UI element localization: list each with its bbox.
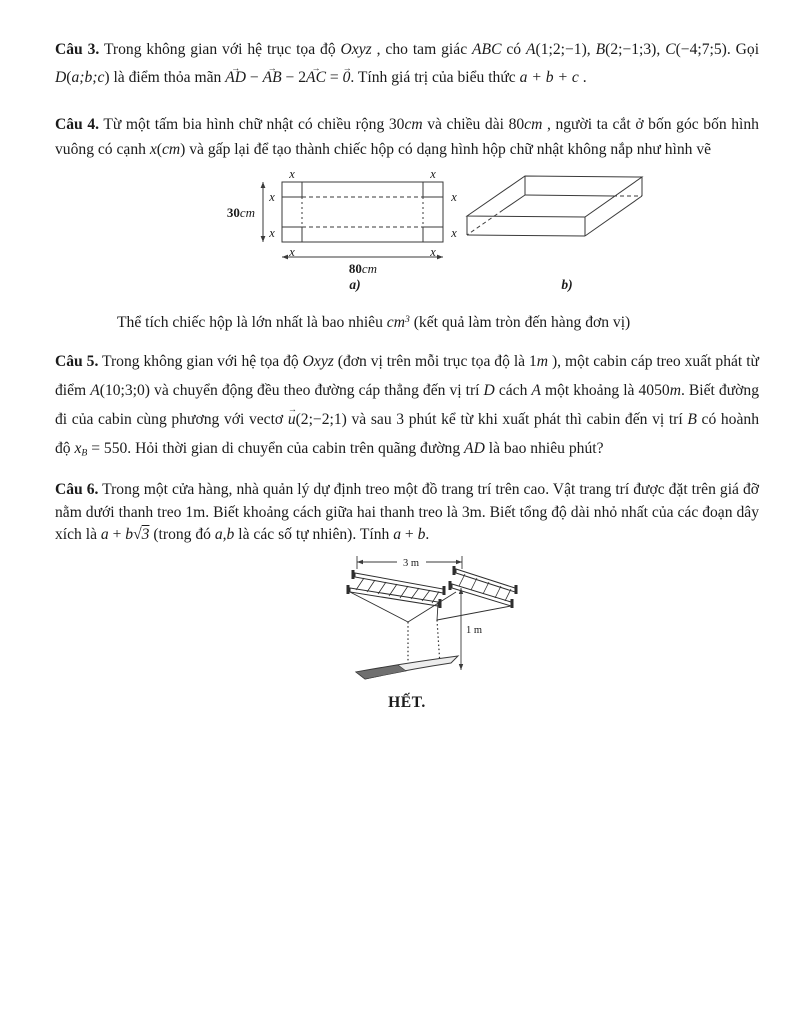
text-run: ) bbox=[104, 69, 110, 86]
figure-hanging-decoration bbox=[340, 553, 759, 682]
text-run: (2;−1;3) bbox=[605, 41, 657, 58]
text-run: (10;3;0) bbox=[99, 381, 150, 399]
text-run: và chiều dài 80 bbox=[422, 116, 525, 133]
question-4 bbox=[55, 112, 759, 162]
x-label-bottom-right: x bbox=[430, 245, 436, 259]
question-6 bbox=[55, 479, 759, 547]
x-label-left-upper: x bbox=[269, 190, 275, 204]
height-dimension bbox=[459, 588, 463, 670]
x-label-right-lower: x bbox=[451, 226, 457, 240]
text-run: cm bbox=[404, 116, 423, 133]
text-run: b bbox=[125, 526, 134, 544]
text-run: Thể tích chiếc hộp là lớn nhất là bao nhiêu bbox=[117, 313, 387, 331]
text-run: → 0 bbox=[343, 70, 351, 86]
text-run: = 550. Hỏi thời gian di chuyển của cabin trên quãng đường bbox=[87, 439, 465, 457]
arrow-up-icon bbox=[261, 182, 266, 188]
text-run: B bbox=[81, 447, 88, 459]
text-run: . Gọi bbox=[726, 41, 760, 58]
text-run: B bbox=[595, 41, 606, 58]
text-run: là điểm thỏa mãn bbox=[109, 69, 226, 86]
text-run: (trong đó bbox=[149, 526, 215, 544]
arrow-down-icon bbox=[261, 236, 266, 242]
text-run: . Tính giá trị của biểu thức bbox=[350, 69, 520, 86]
text-run: Trong một cửa hàng, nhà quản lý dự định treo một đồ trang trí trên cao. Vật trang trí được đặt trên giá đỡ nằm dưới thanh treo 1m. Biết khoảng cách giữa hai thanh treo là 3m. Biết tổng độ dài nhỏ nhất của các đoạn dây xích là bbox=[55, 481, 759, 544]
text-run: Oxyz bbox=[340, 41, 372, 58]
text-run: . Biết đường đi của cabin cùng phương với vectơ bbox=[55, 381, 759, 428]
text-run: , người ta cắt ở bốn góc bốn hình vuông có cạnh bbox=[55, 116, 759, 158]
text-run: và sau 3 phút kể từ khi xuất phát thì cabin đến vị trí bbox=[346, 410, 688, 428]
text-run: Câu 4. bbox=[55, 116, 100, 133]
text-run: (kết quả làm tròn đến hàng đơn vị) bbox=[409, 313, 631, 331]
text-run: D bbox=[55, 69, 67, 86]
text-run: Trong không gian với hệ tọa độ bbox=[98, 352, 303, 370]
caption-b: b) bbox=[561, 277, 573, 292]
x-label-top-right: x bbox=[430, 167, 436, 181]
text-run: là các số tự nhiên). Tính bbox=[234, 526, 394, 544]
text-run: cm bbox=[161, 141, 181, 158]
text-run: (1;2;−1) bbox=[535, 41, 587, 58]
text-run: D bbox=[483, 381, 495, 399]
right-hanging-bar bbox=[450, 566, 516, 608]
figure-box-net-and-tray bbox=[215, 167, 759, 292]
span-dimension-label: 3 m bbox=[402, 557, 420, 569]
text-run: a,b bbox=[214, 526, 235, 544]
text-run: A bbox=[526, 41, 536, 58]
volume-question-note bbox=[55, 308, 759, 335]
box-net-diagram bbox=[282, 182, 443, 242]
text-run: (2;−2;1) bbox=[295, 410, 347, 428]
figure-hanging-decoration-svg bbox=[340, 553, 525, 682]
text-run: a + b + c bbox=[519, 69, 579, 86]
text-run: C bbox=[665, 41, 676, 58]
text-run: − 2 bbox=[281, 69, 307, 86]
text-run: b bbox=[417, 526, 426, 544]
left-hanging-bar bbox=[348, 570, 444, 608]
text-run: có hoành độ bbox=[55, 410, 759, 457]
text-run: = bbox=[325, 69, 343, 86]
text-run: √ bbox=[133, 526, 142, 544]
text-run: B bbox=[687, 410, 697, 428]
height-dimension-label: 30cm bbox=[226, 205, 256, 220]
text-run: + bbox=[401, 526, 418, 544]
text-run: x bbox=[149, 141, 157, 158]
x-label-bottom-left: x bbox=[289, 245, 295, 259]
text-run: Từ một tấm bia hình chữ nhật có chiều rộng 30 bbox=[99, 116, 405, 133]
text-run: ( bbox=[156, 141, 162, 158]
height-dimension bbox=[227, 182, 265, 242]
figure-box-net-and-tray-svg bbox=[215, 167, 660, 292]
arrow-left-icon bbox=[357, 559, 363, 564]
text-run: . bbox=[425, 526, 430, 544]
text-run: a;b;c bbox=[71, 69, 105, 86]
question-5 bbox=[55, 347, 759, 467]
text-run: ) bbox=[180, 141, 186, 158]
width-dimension bbox=[282, 255, 443, 276]
text-run: Trong không gian với hệ trục tọa độ bbox=[99, 41, 341, 58]
text-run: . bbox=[578, 69, 587, 86]
arrow-right-icon bbox=[456, 559, 462, 564]
open-box-3d-diagram bbox=[467, 176, 642, 236]
text-run: → AB bbox=[263, 70, 282, 86]
text-run: → AC bbox=[306, 70, 326, 86]
text-run: có bbox=[501, 41, 526, 58]
text-run: → AD bbox=[225, 70, 246, 86]
text-run: cm bbox=[386, 313, 405, 331]
text-run: a bbox=[393, 526, 402, 544]
text-run: , bbox=[586, 41, 596, 58]
text-run: và chuyển động đều theo đường cáp thẳng đến vị trí bbox=[150, 381, 484, 399]
text-run: x bbox=[74, 439, 82, 457]
arrow-right-icon bbox=[437, 255, 443, 260]
text-run: m bbox=[669, 381, 681, 399]
text-run: là bao nhiêu phút? bbox=[484, 439, 604, 457]
text-run: Câu 6. bbox=[55, 481, 99, 499]
x-label-top-left: x bbox=[289, 167, 295, 181]
x-label-right-upper: x bbox=[451, 190, 457, 204]
text-run: − bbox=[246, 69, 263, 86]
text-run: một khoảng là 4050 bbox=[540, 381, 670, 399]
text-run: A bbox=[90, 381, 100, 399]
question-3 bbox=[55, 36, 759, 92]
text-run: (đơn vị trên mỗi trục tọa độ là 1 bbox=[333, 352, 537, 370]
net-x-labels bbox=[268, 167, 457, 259]
text-run: 3 bbox=[404, 314, 410, 325]
text-run: Câu 5. bbox=[55, 352, 99, 370]
text-run: AD bbox=[464, 439, 485, 457]
text-run: + bbox=[108, 526, 126, 544]
height-dimension-label: 1 m bbox=[466, 624, 483, 636]
decoration-platform bbox=[356, 656, 458, 679]
text-run: ), một cabin cáp treo xuất phát từ điểm bbox=[55, 352, 759, 399]
text-run: m bbox=[536, 352, 549, 370]
text-run: và gấp lại để tạo thành chiếc hộp có dạng hình hộp chữ nhật không nắp như hình vẽ bbox=[185, 141, 712, 158]
text-run: cách bbox=[494, 381, 532, 399]
text-run: ( bbox=[66, 69, 72, 86]
text-run: A bbox=[531, 381, 541, 399]
text-run: cm bbox=[524, 116, 543, 133]
text-run: Câu 3. bbox=[55, 41, 100, 58]
x-label-left-lower: x bbox=[269, 226, 275, 240]
text-run: Oxyz bbox=[302, 352, 334, 370]
arrow-down-icon bbox=[459, 664, 463, 670]
arrow-left-icon bbox=[282, 255, 288, 260]
text-run: ABC bbox=[472, 41, 502, 58]
text-run: 3 bbox=[141, 526, 150, 544]
text-run: , cho tam giác bbox=[371, 41, 473, 58]
text-run: → u bbox=[288, 412, 296, 428]
width-dimension-label: 80cm bbox=[348, 261, 378, 276]
text-run: (−4;7;5) bbox=[675, 41, 727, 58]
end-marker: HẾT. bbox=[388, 693, 426, 711]
text-run: a bbox=[100, 526, 109, 544]
caption-a: a) bbox=[349, 277, 361, 292]
text-run: , bbox=[656, 41, 666, 58]
